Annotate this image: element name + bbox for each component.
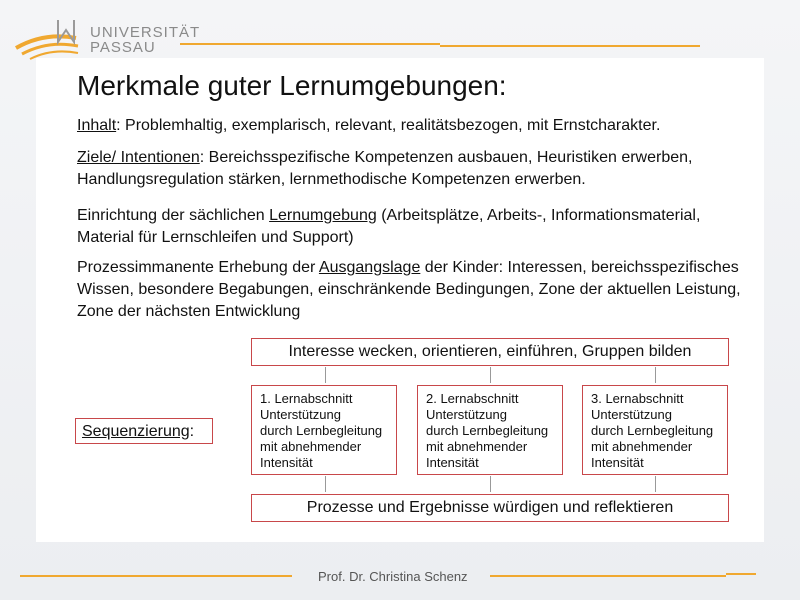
- text-ausgangslage-pre: Prozessimmanente Erhebung der: [77, 259, 319, 276]
- sequencing-label-box: [75, 418, 213, 444]
- text-einrichtung-pre: Einrichtung der sächlichen: [77, 207, 270, 224]
- text-inhalt: : Problemhaltig, exemplarisch, relevant, realitätsbezogen, mit Ernstcharakter.: [116, 117, 661, 134]
- step-2-line-5: Intensität: [426, 455, 479, 470]
- university-logo-icon: [14, 18, 86, 60]
- slide-content: [36, 58, 764, 542]
- phase-reflection-box: Prozesse und Ergebnisse würdigen und reflektieren: [251, 494, 729, 522]
- text-einrichtung-post: (Arbeitsplätze, Arbeits-, Informationsmaterial, Material für Lernschleifen und Support): [77, 207, 701, 246]
- step-box-3: [582, 385, 728, 475]
- paragraph-ausgangslage: [77, 257, 757, 323]
- phase-intro-box: Interesse wecken, orientieren, einführen, Gruppen bilden: [251, 338, 729, 366]
- label-ziele: Ziele/ Intentionen: [77, 149, 200, 166]
- header-divider: [180, 43, 440, 45]
- connector-bottom-1: [325, 476, 326, 492]
- step-1-line-2: Unterstützung: [260, 407, 341, 422]
- slide-title: Merkmale guter Lernumgebungen:: [77, 70, 507, 101]
- connector-bottom-3: [655, 476, 656, 492]
- step-3-line-5: Intensität: [591, 455, 644, 470]
- connector-bottom-2: [490, 476, 491, 492]
- paragraph-inhalt: [77, 115, 757, 137]
- connector-top-2: [490, 367, 491, 383]
- footer-divider-right: [490, 575, 726, 577]
- step-box-2: [417, 385, 563, 475]
- text-ziele: : Bereichsspezifische Kompetenzen ausbauen, Heuristiken erwerben, Handlungsregulation stärken, lernmethodische Kompetenzen erwerben.: [77, 149, 693, 188]
- step-3-line-4: mit abnehmender: [591, 439, 693, 454]
- step-2-line-3: durch Lernbegleitung: [426, 423, 549, 438]
- step-1-line-5: Intensität: [260, 455, 313, 470]
- footer-divider-accent: [726, 573, 756, 575]
- step-2-line-2: Unterstützung: [426, 407, 507, 422]
- connector-top-3: [655, 367, 656, 383]
- sequencing-colon: :: [189, 423, 195, 440]
- step-1-line-1: 1. Lernabschnitt: [260, 391, 353, 406]
- footer-author: Prof. Dr. Christina Schenz: [318, 569, 468, 584]
- step-3-line-2: Unterstützung: [591, 407, 672, 422]
- connector-top-1: [325, 367, 326, 383]
- logo-line-1: UNIVERSITÄT: [90, 24, 201, 41]
- step-3-line-1: 3. Lernabschnitt: [591, 391, 684, 406]
- sequencing-label: Sequenzierung: [82, 423, 190, 440]
- step-box-1: [251, 385, 397, 475]
- university-logo: [14, 18, 201, 60]
- step-3-line-3: durch Lernbegleitung: [591, 423, 714, 438]
- label-lernumgebung: Lernumgebung: [269, 207, 377, 224]
- label-ausgangslage: Ausgangslage: [318, 259, 421, 276]
- paragraph-ziele: [77, 147, 757, 191]
- header-divider-2: [440, 45, 700, 47]
- step-2-line-4: mit abnehmender: [426, 439, 528, 454]
- text-ausgangslage-post: der Kinder: Interessen, bereichsspezifisches Wissen, besondere Begabungen, einschränkende Bedingungen, Zone der aktuellen Leistung, Zone der nächsten Entwicklung: [77, 259, 741, 320]
- label-inhalt: Inhalt: [77, 117, 117, 134]
- step-1-line-4: mit abnehmender: [260, 439, 362, 454]
- footer-divider-left: [20, 575, 292, 577]
- step-2-line-1: 2. Lernabschnitt: [426, 391, 519, 406]
- logo-line-2: PASSAU: [90, 39, 156, 56]
- step-1-line-3: durch Lernbegleitung: [260, 423, 383, 438]
- paragraph-einrichtung: [77, 205, 757, 249]
